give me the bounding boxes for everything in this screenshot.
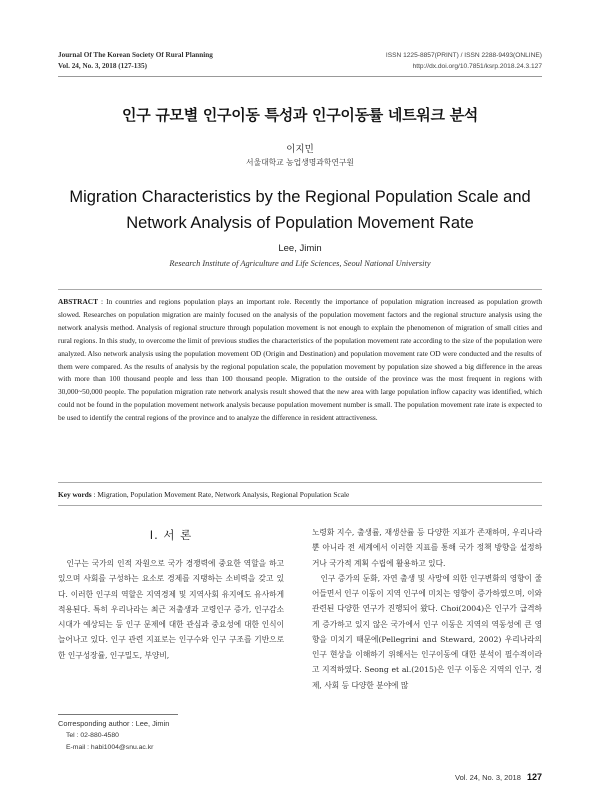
korean-affiliation: 서울대학교 농업생명과학연구원 <box>246 158 354 167</box>
intro-paragraph-1-continued: 노령화 지수, 출생률, 재생산률 등 다양한 지표가 존재하며, 우리나라 뿐 아니라 전 세계에서 이러한 지표를 통해 국가 정책 방향을 설정하거나 국가적 계획 수립에 활용하고 있다. <box>312 528 542 568</box>
journal-volume: Vol. 24, No. 3, 2018 (127-135) <box>58 62 147 70</box>
abstract <box>58 296 542 425</box>
abstract-text: : In countries and regions population plays an important role. Recently the importance of population migration increased as population growth slowed. Researches on population migration are mainly focused on the analysis of the population movement factors and the regional structure analysis using the network analysis method. Analysis of regional structure through population movement is not enough to explain the phenomenon of migration of small cities and rural regions. In this study, to overcome the limit of previous studies the characteristics of the population movement rate according to the size of the population were analyzed. Also network analysis using the population movement OD (Origin and Destination) and population movement rate OD were conducted and the results of them were compared. As the results of analysis by the regional population scale, the population movement by population size showed a big difference in the areas with more than 100 thousand people and less than 100 thousand people. Migration to the outside of the province was the most frequent in regions with 30,000~50,000 people. The population migration rate network analysis result showed that the new area with large population inflow capacity was identified, which could not be found in the population movement network analysis because population movement number is small. The population movement rate irate is expected to be used to identify the central regions of the province and to analyze the difference in resident attractiveness. <box>58 297 542 423</box>
korean-title: 인구 규모별 인구이동 특성과 인구이동률 네트워크 분석 <box>122 106 478 124</box>
page-number: 127 <box>526 772 542 782</box>
intro-paragraph-1: 인구는 국가의 인적 자원으로 국가 경쟁력에 중요한 역할을 하고 있으며 사회를 구성하는 요소로 경제를 지탱하는 소비력을 갖고 있다. 이러한 인구의 역할은 지역경제 및 지역사회 유지에도 유사하게 적용된다. 특히 우리나라는 최근 저출생과 고령인구 증가, 인구감소 시대가 예상되는 등 인구 문제에 대한 관심과 중요성에 대한 인식이 늘어나고 있다. 인구 관련 지표로는 인구수와 인구 구조를 기반으로 한 인구성장률, 인구밀도, 부양비, <box>58 559 284 660</box>
body-column-right <box>312 525 542 693</box>
body-column-left <box>58 556 284 663</box>
page-footer <box>455 772 542 782</box>
keywords-label: Key words <box>58 490 92 499</box>
journal-header <box>58 50 213 72</box>
keywords <box>58 489 542 501</box>
issn-text: ISSN 1225-8857(PRINT) / ISSN 2288-9493(ONLINE) <box>385 52 542 59</box>
english-affiliation: Research Institute of Agriculture and Life Sciences, Seoul National University <box>169 259 431 268</box>
english-title <box>40 184 560 236</box>
section-heading-introduction: Ⅰ. 서 론 <box>149 528 193 542</box>
keywords-divider <box>58 482 542 483</box>
author-phone: Tel : 02-880-4580 <box>66 731 119 739</box>
corresponding-author-footnote <box>58 718 169 753</box>
abstract-label: ABSTRACT <box>58 297 98 306</box>
footnote-divider <box>58 714 178 715</box>
keywords-text: : Migration, Population Movement Rate, Network Analysis, Regional Population Scale <box>93 490 350 499</box>
doi-link[interactable]: http://dx.doi.org/10.7851/ksrp.2018.24.3.127 <box>412 63 542 70</box>
header-divider <box>58 76 542 77</box>
keywords-bottom-divider <box>58 505 542 506</box>
abstract-top-divider <box>58 289 542 290</box>
english-title-line2: Network Analysis of Population Movement Rate <box>126 214 474 232</box>
author-email[interactable]: E-mail : habi1004@snu.ac.kr <box>66 743 154 751</box>
journal-identifiers <box>386 50 542 72</box>
english-title-line1: Migration Characteristics by the Regional Population Scale and <box>69 188 531 206</box>
footer-volume: Vol. 24, No. 3, 2018 <box>454 773 521 782</box>
journal-name: Journal Of The Korean Society Of Rural Planning <box>58 51 213 59</box>
korean-author: 이지민 <box>286 144 314 155</box>
intro-paragraph-2: 인구 증가의 둔화, 자연 출생 및 사망에 의한 인구변화의 영향이 줄어들면서 인구 이동이 지역 인구에 미치는 영향이 증가하였으며, 이와 관련된 다양한 연구가 진행되어 왔다. Choi(2004)은 인구가 급격하게 증가하고 있지 않은 국가에서 인구 이동은 지역의 역동성에 큰 영향을 미치기 때문에(Pellegrini and Steward, 2002) 우리나라의 인구 현상을 이해하기 위해서는 인구이동에 대한 분석이 필수적이라고 지적하였다. Seong et al.(2015)은 인구 이동은 지역의 인구, 경제, 사회 등 다양한 분야에 많 <box>312 573 542 690</box>
corresponding-author: Corresponding author : Lee, Jimin <box>58 719 170 728</box>
english-author: Lee, Jimin <box>278 243 322 254</box>
